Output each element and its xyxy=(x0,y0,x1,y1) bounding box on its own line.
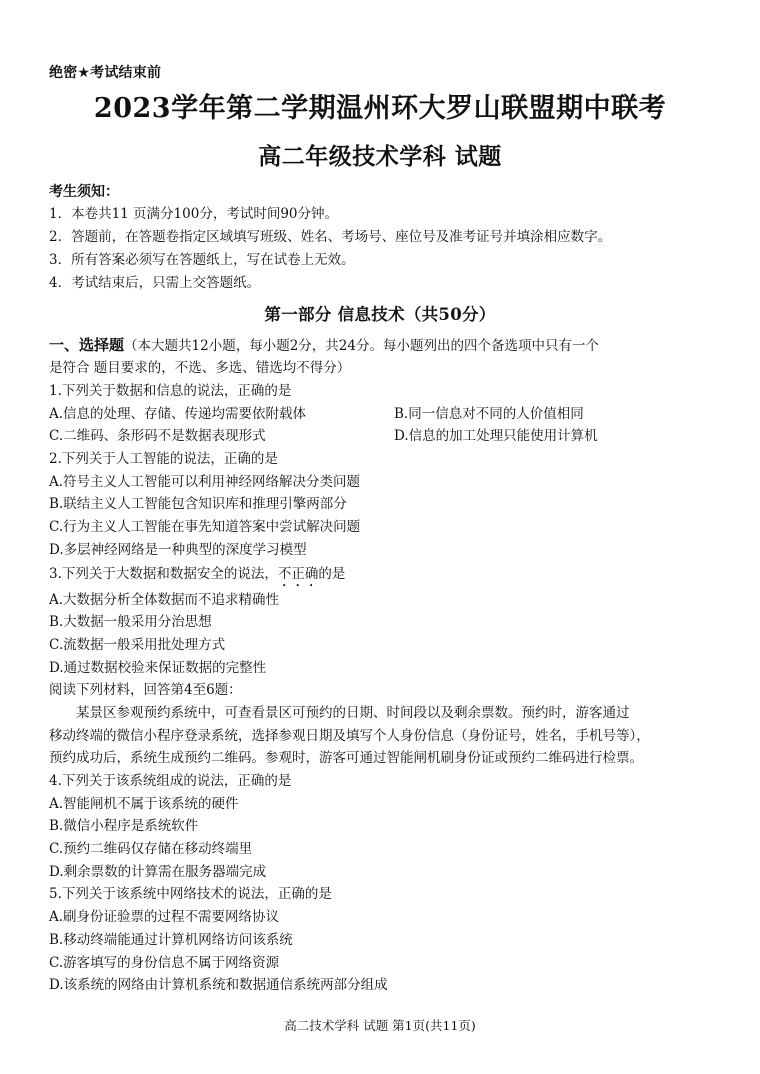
material-intro: 阅读下列材料，回答第4至6题： xyxy=(49,682,242,699)
option: A.符号主义人工智能可以利用神经网络解决分类问题 xyxy=(49,473,361,490)
option: B.微信小程序是系统软件 xyxy=(49,818,199,835)
question-stem xyxy=(49,562,729,589)
option: C.行为主义人工智能在事先知道答案中尝试解决问题 xyxy=(49,519,361,536)
question-stem: 5.下列关于该系统中网络技术的说法，正确的是 xyxy=(49,886,332,903)
part-title: 第一部分 信息技术（共50分） xyxy=(264,305,496,324)
confidential-mark: 绝密★考试结束前 xyxy=(49,65,162,81)
option: D.通过数据校验来保证数据的完整性 xyxy=(49,659,267,676)
option: D.该系统的网络由计算机系统和数据通信系统两部分组成 xyxy=(49,977,388,994)
option: A.智能闸机不属于该系统的硬件 xyxy=(49,795,239,812)
option: B.大数据一般采用分治思想 xyxy=(49,614,212,631)
option: C.游客填写的身份信息不属于网络资源 xyxy=(49,954,280,971)
section-label: 一、选择题 xyxy=(49,336,125,354)
notice-item: 2．答题前，在答题卷指定区域填写班级、姓名、考场号、座位号及准考证号并填涂相应数字。 xyxy=(49,229,612,245)
notice-heading: 考生须知： xyxy=(49,184,119,200)
stem-emphasis: 不正确 xyxy=(277,565,319,582)
page-title: 2023学年第二学期温州环大罗山联盟期中联考 xyxy=(93,93,667,124)
notice-item: 1．本卷共11 页满分100分，考试时间90分钟。 xyxy=(49,206,339,222)
notice-item: 3．所有答案必须写在答题纸上，写在试卷上无效。 xyxy=(49,252,355,268)
option: C.二维码、条形码不是数据表现形式 xyxy=(49,428,266,445)
questions xyxy=(49,380,729,997)
option: A.刷身份证验票的过程不需要网络协议 xyxy=(49,909,280,926)
option: B.同一信息对不同的人价值相同 xyxy=(394,405,584,422)
section-header xyxy=(49,334,719,379)
notice-list xyxy=(49,203,611,295)
option: D.信息的加工处理只能使用计算机 xyxy=(394,428,598,445)
option: C.预约二维码仅存储在移动终端里 xyxy=(49,841,253,858)
question-stem: 1.下列关于数据和信息的说法，正确的是 xyxy=(49,383,292,399)
material-text: 某景区参观预约系统中，可查看景区可预约的日期、时间段以及剩余票数。预约时，游客通过 xyxy=(76,704,630,721)
option: D.剩余票数的计算需在服务器端完成 xyxy=(49,863,267,880)
stem-text: 3.下列关于大数据和数据安全的说法， xyxy=(49,565,278,582)
option: A.大数据分析全体数据而不追求精确性 xyxy=(49,591,280,608)
section-desc-line1: （本大题共12小题，每小题2分，共24分。每小题列出的四个备选项中只有一个 xyxy=(124,338,599,354)
option: B.移动终端能通过计算机网络访问该系统 xyxy=(49,931,293,948)
notice-item: 4．考试结束后，只需上交答题纸。 xyxy=(49,275,261,291)
page-subtitle: 高二年级技术学科 试题 xyxy=(258,143,502,170)
option: C.流数据一般采用批处理方式 xyxy=(49,636,226,653)
material-text: 移动终端的微信小程序登录系统，选择参观日期及填写个人身份信息（身份证号，姓名，手机号等）， xyxy=(49,727,650,744)
material-text: 预约成功后，系统生成预约二维码。参观时，游客可通过智能闸机刷身份证或预约二维码进行检票。 xyxy=(49,750,643,767)
option-row xyxy=(49,403,729,426)
question-stem: 2.下列关于人工智能的说法，正确的是 xyxy=(49,451,278,468)
section-desc-line2: 是符合 题目要求的，不选、多选、错选均不得分） xyxy=(49,360,351,376)
page-footer: 高二技术学科 试题 第1页(共11页) xyxy=(284,1018,476,1033)
option: A.信息的处理、存储、传递均需要依附载体 xyxy=(49,405,307,422)
option-row xyxy=(49,425,729,448)
option: B.联结主义人工智能包含知识库和推理引擎两部分 xyxy=(49,496,347,513)
stem-text: 的是 xyxy=(318,565,346,582)
question-stem: 4.下列关于该系统组成的说法，正确的是 xyxy=(49,773,292,789)
option: D.多层神经网络是一种典型的深度学习模型 xyxy=(49,541,307,558)
